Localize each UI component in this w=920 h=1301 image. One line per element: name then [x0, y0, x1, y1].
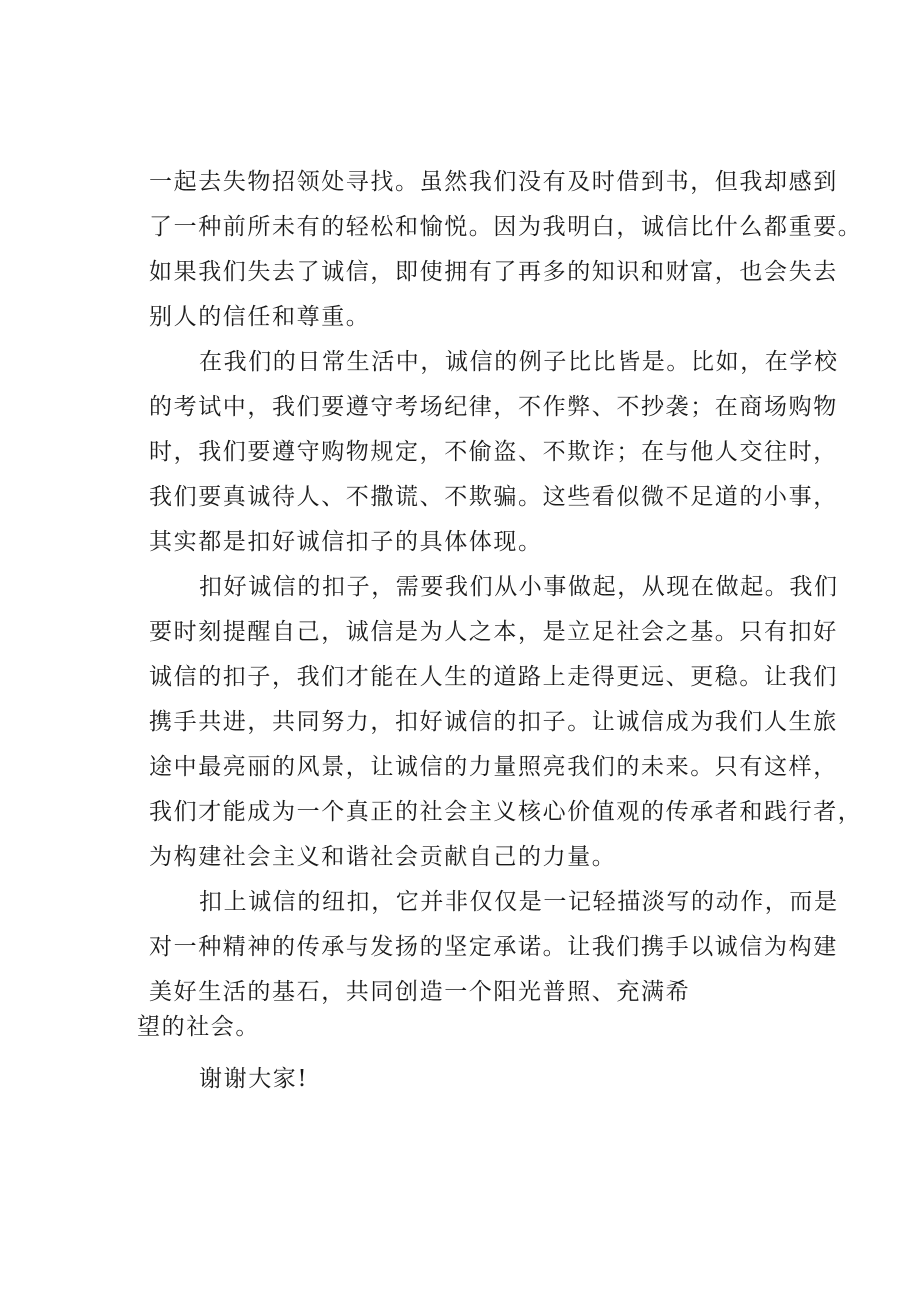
text-line: 其实都是扣好诚信扣子的具体体现。 — [149, 529, 543, 555]
text-line: 诚信的扣子，我们才能在人生的道路上走得更远、更稳。让我们 — [149, 664, 838, 690]
text-line: 如果我们失去了诚信，即使拥有了再多的知识和财富，也会失去 — [149, 259, 838, 285]
text-line: 美好生活的基石，共同创造一个阳光普照、充满希 — [149, 979, 691, 1005]
closing-remark: 谢谢大家! — [199, 1066, 309, 1092]
text-line: 我们才能成为一个真正的社会主义核心价值观的传承者和践行者， — [149, 799, 863, 825]
text-line: 我们要真诚待人、不撒谎、不欺骗。这些看似微不足道的小事， — [149, 484, 838, 510]
paragraph-first-line: 扣上诚信的纽扣，它并非仅仅是一记轻描淡写的动作，而是 — [199, 889, 839, 915]
text-line: 了一种前所未有的轻松和愉悦。因为我明白，诚信比什么都重要。 — [149, 214, 863, 240]
text-line: 时，我们要遵守购物规定，不偷盗、不欺诈；在与他人交往时， — [149, 439, 838, 465]
paragraph-first-line: 在我们的日常生活中，诚信的例子比比皆是。比如，在学校 — [199, 349, 839, 375]
text-line: 对一种精神的传承与发扬的坚定承诺。让我们携手以诚信为构建 — [149, 934, 838, 960]
text-line: 携手共进，共同努力，扣好诚信的扣子。让诚信成为我们人生旅 — [149, 709, 838, 735]
text-line: 要时刻提醒自己，诚信是为人之本，是立足社会之基。只有扣好 — [149, 619, 838, 645]
text-line: 的考试中，我们要遵守考场纪律，不作弊、不抄袭；在商场购物 — [149, 394, 838, 420]
text-line: 一起去失物招领处寻找。虽然我们没有及时借到书，但我却感到 — [149, 169, 838, 195]
paragraph-first-line: 扣好诚信的扣子，需要我们从小事做起，从现在做起。我们 — [199, 574, 839, 600]
text-line: 途中最亮丽的风景，让诚信的力量照亮我们的未来。只有这样， — [149, 754, 838, 780]
text-line: 为构建社会主义和谐社会贡献自己的力量。 — [149, 844, 617, 870]
text-line: 望的社会。 — [137, 1014, 260, 1040]
text-line: 别人的信任和尊重。 — [149, 304, 371, 330]
